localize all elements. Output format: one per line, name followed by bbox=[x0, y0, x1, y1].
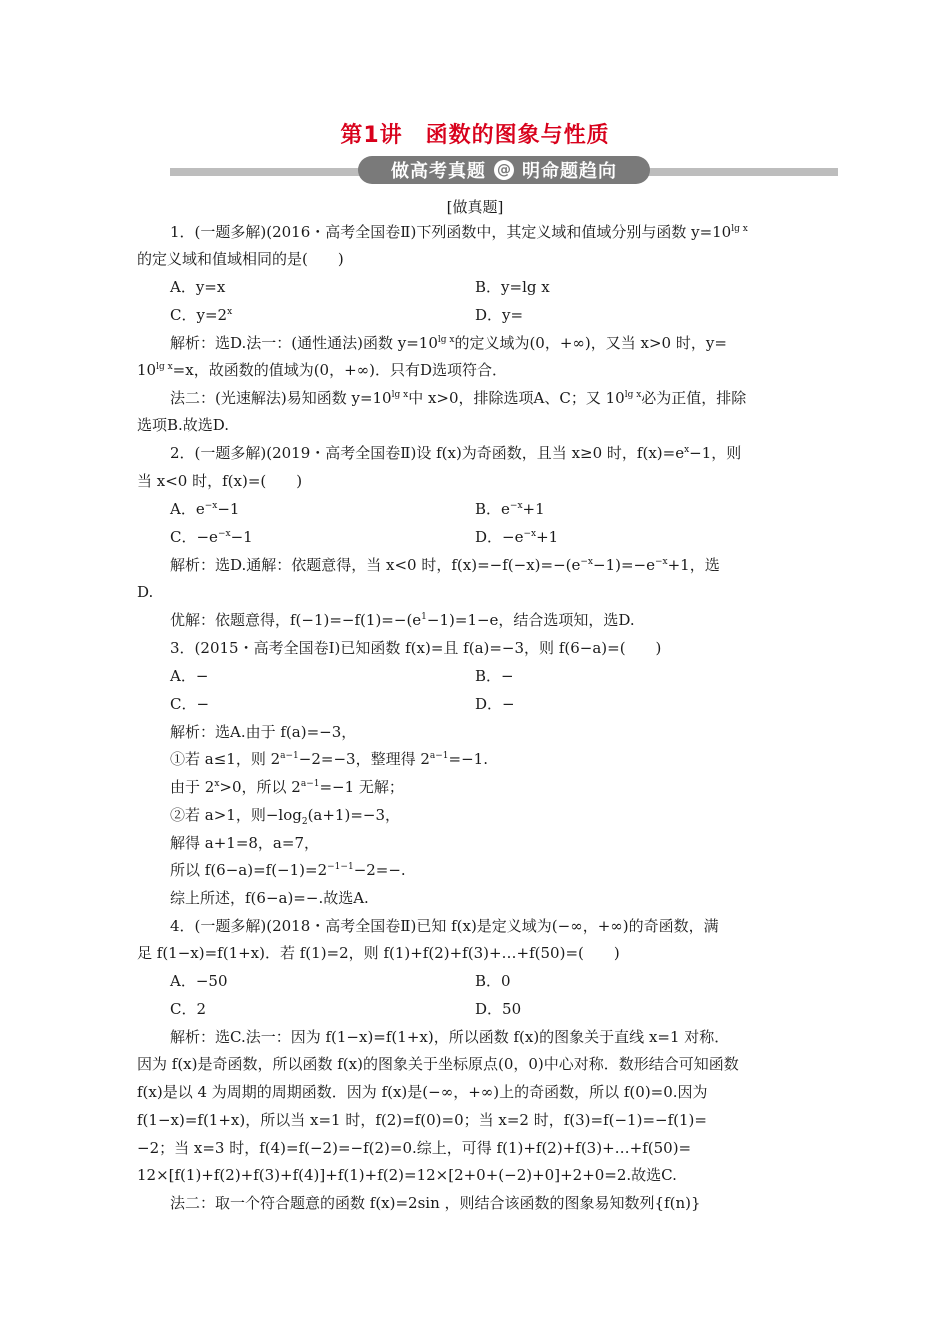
q3-solution-line2: ①若 a≤1，则 $2^{a-1}-2=-3$，整理得 $2^{a-1}=-1$. bbox=[170, 750, 488, 768]
q1-solution-line4: 选项B.故选D. bbox=[137, 416, 230, 434]
q3-solution-line4: ②若 a>1，则$-\log_2(a+1)=-3$， bbox=[170, 806, 401, 827]
at-icon: @ bbox=[494, 160, 514, 180]
section-heading: [做真题] bbox=[446, 198, 504, 216]
q4-solution-line3: f(x)是以 4 为周期的周期函数．因为 f(x)是(−∞，+∞)上的奇函数，所以 f(0)=0.因为 bbox=[137, 1083, 708, 1101]
q3-option-b: B．− bbox=[475, 667, 514, 685]
q4-option-d: D．50 bbox=[475, 1000, 522, 1018]
q3-option-c: C．− bbox=[170, 695, 210, 713]
q1-solution-line1: 解析：选D.法一：(通性通法)函数 $y=10^{lg x}$的定义域为(0，+∞)，又当 x>0 时，y= bbox=[170, 334, 727, 352]
q4-stem-line2: 足 f(1−x)=f(1+x)．若 f(1)=2，则 f(1)+f(2)+f(3)+…+f(50)=( ) bbox=[137, 944, 620, 962]
q4-solution-line1: 解析：选C.法一：因为 f(1−x)=f(1+x)，所以函数 f(x)的图象关于直线 x=1 对称． bbox=[170, 1028, 730, 1046]
q3-option-d: D．− bbox=[475, 695, 515, 713]
q2-option-d: D．$-e^{-x}+1$ bbox=[475, 528, 559, 546]
q1-stem-line2: 的定义域和值域相同的是( ) bbox=[137, 250, 344, 268]
q3-solution-line1: 解析：选A.由于 f(a)=−3， bbox=[170, 723, 357, 741]
q2-solution-line2: D. bbox=[137, 583, 154, 601]
q1-solution-line3: 法二：(光速解法)易知函数 $y=10^{lg x}$中 x>0，排除选项A、C；又 $10^{lg x}$必为正值，排除 bbox=[170, 389, 747, 407]
q4-solution-line6: 12×[f(1)+f(2)+f(3)+f(4)]+f(1)+f(2)=12×[2+0+(−2)+0]+2+0=2.故选C. bbox=[137, 1166, 677, 1184]
page-title: 第1讲 函数的图象与性质 bbox=[340, 123, 610, 148]
q2-solution-line1: 解析：选D.通解：依题意得，当 x<0 时，$f(x)=-f(-x)=-(e^{-x}-1)=-e^{-x}+1$，选 bbox=[170, 556, 720, 574]
q3-stem-line1: 3．(2015・高考全国卷Ⅰ)已知函数 f(x)=且 f(a)=−3，则 f(6−a)=( ) bbox=[170, 639, 662, 657]
q1-option-a: A．y=x bbox=[170, 278, 226, 296]
q4-stem-line1: 4．(一题多解)(2018・高考全国卷Ⅱ)已知 f(x)是定义域为(−∞，+∞)的奇函数，满 bbox=[170, 917, 719, 935]
q1-solution-line2: $10^{lg x}=x$，故函数的值域为(0，+∞)．只有D选项符合． bbox=[137, 361, 508, 379]
q3-option-a: A．− bbox=[170, 667, 209, 685]
banner-pill bbox=[358, 156, 650, 184]
q3-solution-line5: 解得 a+1=8，a=7， bbox=[170, 834, 319, 852]
q3-solution-line6: 所以 $f(6-a)=f(-1)=2^{-1-1}-2=-$. bbox=[170, 861, 406, 879]
q4-solution-line4: f(1−x)=f(1+x)，所以当 x=1 时，f(2)=f(0)=0；当 x=2 时，f(3)=f(−1)=−f(1)= bbox=[137, 1111, 707, 1129]
q4-solution-line2: 因为 f(x)是奇函数，所以函数 f(x)的图象关于坐标原点(0，0)中心对称．数形结合可知函数 bbox=[137, 1055, 739, 1073]
q3-solution-line7: 综上所述，f(6−a)=−.故选A. bbox=[170, 889, 369, 907]
q1-option-d: D．y= bbox=[475, 306, 524, 324]
q2-option-b: B．$e^{-x}+1$ bbox=[475, 500, 545, 518]
q2-stem-line1: 2．(一题多解)(2019・高考全国卷Ⅱ)设 f(x)为奇函数，且当 x≥0 时，$f(x)=e^x-1$，则 bbox=[170, 444, 742, 462]
q4-solution-line7: 法二：取一个符合题意的函数 f(x)=2sin ，则结合该函数的图象易知数列{f(n)} bbox=[170, 1194, 701, 1212]
q1-option-c: C．$y=2^x$ bbox=[170, 306, 233, 324]
q2-stem-line2: 当 x<0 时，f(x)=( ) bbox=[137, 472, 303, 490]
q1-stem-line1: 1．(一题多解)(2016・高考全国卷Ⅱ)下列函数中，其定义域和值域分别与函数 $y=10^{lg x}$ bbox=[170, 223, 748, 241]
banner-left-text: 做高考真题 bbox=[391, 161, 486, 182]
q2-option-c: C．$-e^{-x}-1$ bbox=[170, 528, 253, 546]
q4-option-a: A．−50 bbox=[170, 972, 228, 990]
q4-solution-line5: −2；当 x=3 时，f(4)=f(−2)=−f(2)=0.综上，可得 f(1)+f(2)+f(3)+…+f(50)= bbox=[137, 1139, 692, 1157]
section-banner bbox=[170, 155, 838, 185]
q4-option-c: C．2 bbox=[170, 1000, 207, 1018]
q4-option-b: B．0 bbox=[475, 972, 511, 990]
q2-solution-line3: 优解：依题意得，$f(-1)=-f(1)=-(e^1-1)=1-e$，结合选项知，选D. bbox=[170, 611, 635, 629]
q3-solution-line3: 由于 $2^x>0$，所以 $2^{a-1}=-1$ 无解； bbox=[170, 778, 404, 796]
banner-right-text: 明命题趋向 bbox=[522, 161, 617, 182]
q2-option-a: A．$e^{-x}-1$ bbox=[170, 500, 240, 518]
q1-option-b: B．y=lg x bbox=[475, 278, 550, 296]
